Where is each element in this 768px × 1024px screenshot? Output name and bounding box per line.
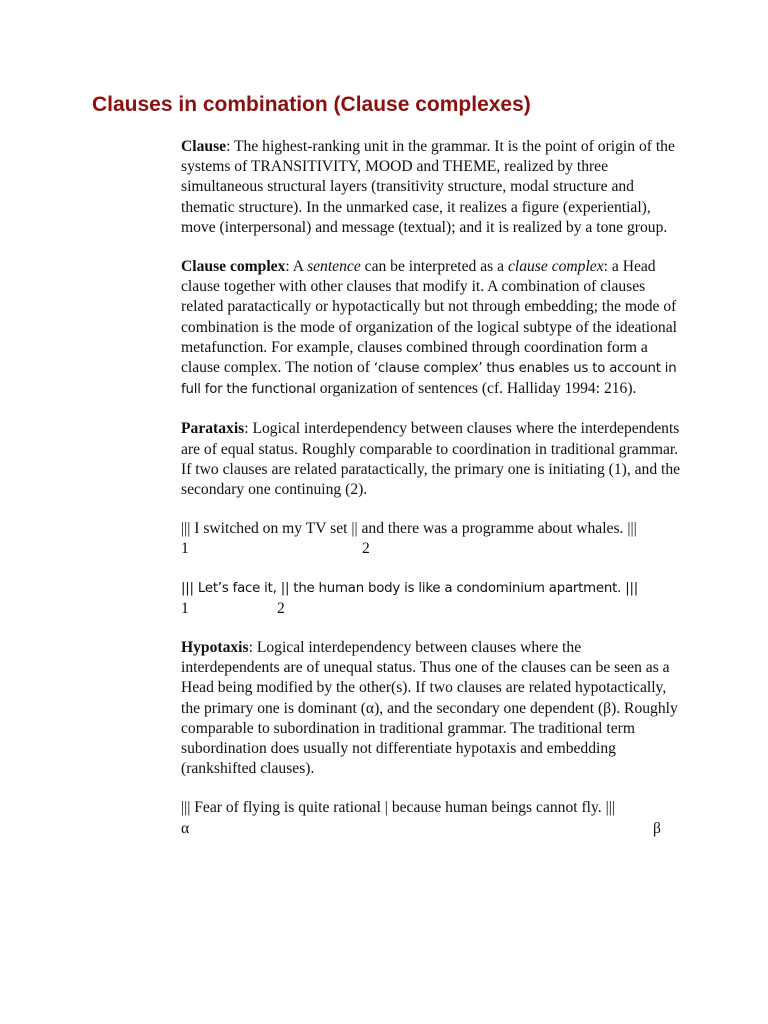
example-3-label-alpha: α	[181, 819, 190, 837]
parataxis-term: Parataxis	[181, 420, 245, 438]
example-1-labels	[181, 539, 681, 559]
example-2-label-1: 1	[181, 599, 189, 617]
clause-definition	[181, 137, 681, 238]
parataxis-definition	[181, 419, 681, 500]
example-2-labels	[181, 599, 681, 619]
example-3-label-beta: β	[653, 819, 661, 837]
example-1-text: ||| I switched on my TV set || and there was a programme about whales. |||	[181, 520, 637, 538]
clause-complex-em-sentence: sentence	[307, 258, 361, 276]
clause-complex-definition	[181, 257, 681, 400]
document-body	[181, 137, 681, 839]
example-1-label-1: 1	[181, 540, 189, 558]
clause-complex-text-2: can be interpreted as a	[360, 258, 508, 276]
hypotaxis-term: Hypotaxis	[181, 639, 249, 657]
parataxis-text: : Logical interdependency between clauses where the interdependents are of equal status. Roughly comparable to coordination in traditional grammar. If two clauses are related paratactically, the primary one is initiating (1), and the secondary one continuing (2).	[181, 420, 681, 499]
clause-complex-term: Clause complex	[181, 258, 286, 276]
example-1-label-2: 2	[362, 540, 370, 558]
clause-term: Clause	[181, 138, 227, 155]
hypotaxis-text: : Logical interdependency between clauses where the interdependents are of unequal status. Thus one of the clauses can be seen as a Head being modified by the other(s). If two clauses are related hypotactically, the primary one is dominant (α), and the secondary one dependent (β). Roughly comparable to subordination in traditional grammar. The traditional term subordination does usually not differentiate hypotaxis and embedding (rankshifted clauses).	[181, 639, 678, 778]
example-2-label-2: 2	[277, 599, 285, 617]
clause-complex-text-4: organization of sentences (cf. Halliday 1994: 216).	[315, 380, 637, 398]
example-2-text: ||| Let’s face it, || the human body is like a condominium apartment. |||	[181, 580, 639, 596]
clause-complex-text-3: : a Head clause together with other clauses that modify it. A combination of clauses related paratactically or hypotactically but not through embedding; the mode of combination is the mode of organization of the logical subtype of the ideational metafunction. For example, clauses combined through coordination form a clause complex. The notion of	[181, 258, 677, 377]
example-3-text: ||| Fear of flying is quite rational | because human beings cannot fly. |||	[181, 799, 615, 817]
page-title: Clauses in combination (Clause complexes)	[92, 93, 531, 116]
clause-complex-text-sans: ‘clause complex’ thus enables us to account in full for the functional	[181, 361, 677, 398]
clause-complex-text-1: : A	[285, 258, 308, 276]
example-3-labels	[181, 819, 681, 839]
hypotaxis-definition	[181, 638, 681, 779]
clause-complex-em-term: clause complex	[507, 258, 604, 276]
clause-text: : The highest-ranking unit in the grammar. It is the point of origin of the systems of TRANSITIVITY, MOOD and THEME, realized by three simultaneous structural layers (transitivity structure, modal structure and thematic structure). In the unmarked case, it realizes a figure (experiential), move (interpersonal) and message (textual); and it is realized by a tone group.	[181, 138, 675, 236]
